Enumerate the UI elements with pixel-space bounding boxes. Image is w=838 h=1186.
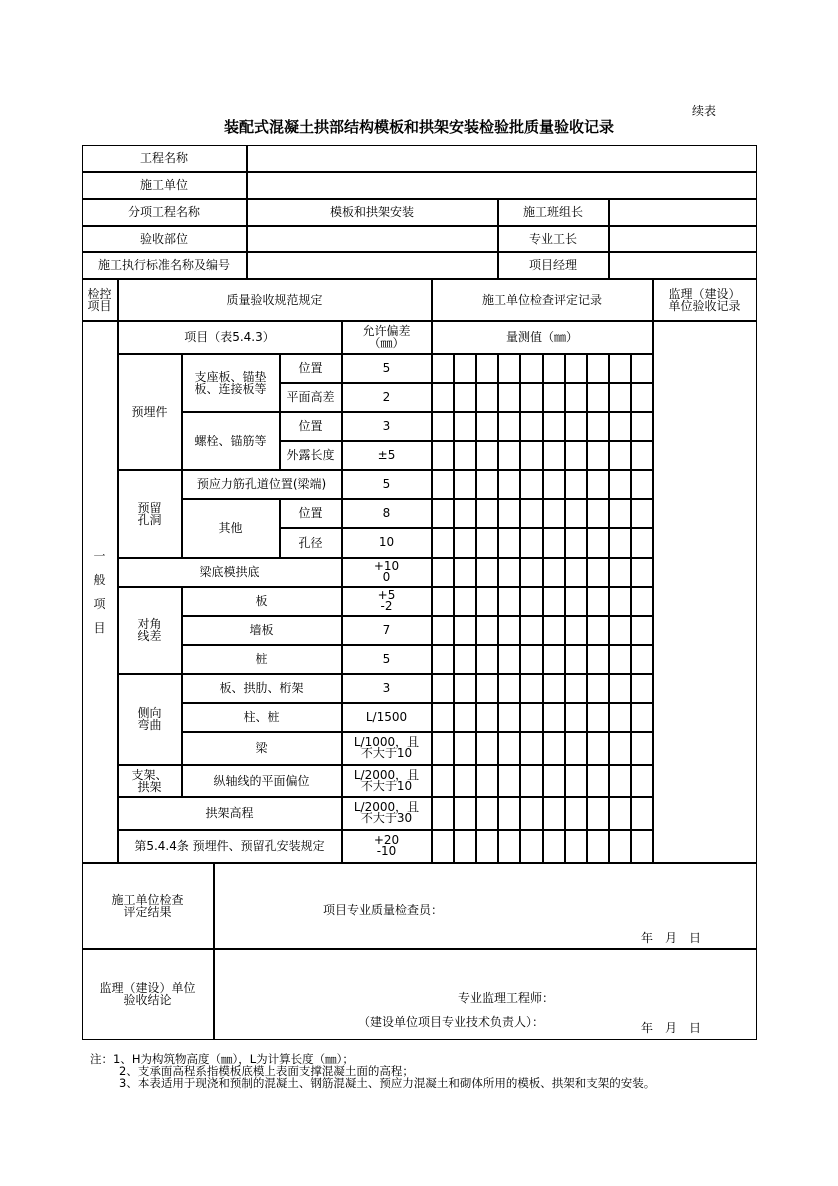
col-contractor-header: 施工单位检查评定记录 bbox=[432, 279, 653, 321]
measured-value-cell[interactable] bbox=[565, 558, 587, 587]
pm-label: 项目经理 bbox=[498, 252, 609, 279]
measured-value-cell[interactable] bbox=[432, 354, 454, 383]
measured-value-cell[interactable] bbox=[520, 441, 543, 470]
tolerance-value: L/1500 bbox=[342, 703, 432, 732]
measured-value-cell[interactable] bbox=[565, 441, 587, 470]
measured-value-cell[interactable] bbox=[609, 645, 631, 674]
measured-value-cell[interactable] bbox=[543, 645, 565, 674]
item-position-1: 位置 bbox=[280, 354, 342, 383]
item-wall: 墙板 bbox=[182, 616, 342, 645]
measured-value-cell[interactable] bbox=[498, 558, 520, 587]
measured-value-cell[interactable] bbox=[609, 499, 631, 528]
measured-value-cell[interactable] bbox=[454, 830, 476, 863]
measured-value-cell[interactable] bbox=[476, 645, 498, 674]
measured-value-cell[interactable] bbox=[476, 441, 498, 470]
measured-value-cell[interactable] bbox=[498, 499, 520, 528]
acceptance-part-label: 验收部位 bbox=[82, 226, 247, 252]
acceptance-part-field[interactable] bbox=[247, 226, 498, 252]
measured-value-cell[interactable] bbox=[609, 674, 631, 703]
measured-value-cell[interactable] bbox=[432, 765, 454, 797]
measured-value-cell[interactable] bbox=[454, 383, 476, 412]
measured-value-cell[interactable] bbox=[432, 616, 454, 645]
col-check-header: 检控项目 bbox=[82, 279, 118, 321]
measured-value-cell[interactable] bbox=[476, 470, 498, 499]
measured-value-cell[interactable] bbox=[520, 703, 543, 732]
measured-value-cell[interactable] bbox=[587, 703, 609, 732]
measured-value-cell[interactable] bbox=[476, 765, 498, 797]
measured-value-cell[interactable] bbox=[520, 383, 543, 412]
measured-value-cell[interactable] bbox=[631, 499, 653, 528]
measured-value-cell[interactable] bbox=[476, 412, 498, 441]
measured-value-cell[interactable] bbox=[587, 470, 609, 499]
group-holes: 预留孔洞 bbox=[118, 470, 182, 558]
tolerance-value: 7 bbox=[342, 616, 432, 645]
measured-value-cell[interactable] bbox=[543, 732, 565, 765]
measured-value-cell[interactable] bbox=[587, 383, 609, 412]
measured-value-cell[interactable] bbox=[565, 703, 587, 732]
measured-value-cell[interactable] bbox=[454, 499, 476, 528]
item-diameter: 孔径 bbox=[280, 528, 342, 558]
measured-value-cell[interactable] bbox=[587, 587, 609, 616]
measured-value-cell[interactable] bbox=[543, 558, 565, 587]
measured-value-cell[interactable] bbox=[565, 383, 587, 412]
measured-value-cell[interactable] bbox=[498, 765, 520, 797]
measured-value-cell[interactable] bbox=[520, 830, 543, 863]
measured-value-cell[interactable] bbox=[631, 732, 653, 765]
tolerance-value: 5 bbox=[342, 645, 432, 674]
measured-value-cell[interactable] bbox=[587, 616, 609, 645]
item-column: 柱、桩 bbox=[182, 703, 342, 732]
measured-value-cell[interactable] bbox=[454, 528, 476, 558]
measured-value-cell[interactable] bbox=[565, 470, 587, 499]
measured-value-cell[interactable] bbox=[631, 441, 653, 470]
col-supervisor-header: 监理（建设）单位验收记录 bbox=[653, 279, 757, 321]
measured-value-cell[interactable] bbox=[520, 499, 543, 528]
tolerance-value: ±5 bbox=[342, 441, 432, 470]
supervisor-result-label: 监理（建设）单位验收结论 bbox=[82, 949, 214, 1040]
contractor-result-label: 施工单位检查评定结果 bbox=[82, 863, 214, 949]
measured-value-cell[interactable] bbox=[476, 383, 498, 412]
measured-value-cell[interactable] bbox=[476, 558, 498, 587]
measured-value-cell[interactable] bbox=[587, 765, 609, 797]
project-name-field[interactable] bbox=[247, 145, 757, 172]
measured-value-cell[interactable] bbox=[432, 558, 454, 587]
item-header: 项目（表5.4.3） bbox=[118, 321, 342, 354]
item-axis: 纵轴线的平面偏位 bbox=[182, 765, 342, 797]
measured-value-cell[interactable] bbox=[609, 383, 631, 412]
measured-value-cell[interactable] bbox=[454, 441, 476, 470]
measured-value-cell[interactable] bbox=[520, 765, 543, 797]
measured-value-cell[interactable] bbox=[565, 354, 587, 383]
measured-value-cell[interactable] bbox=[454, 674, 476, 703]
standard-field[interactable] bbox=[247, 252, 498, 279]
measured-value-cell[interactable] bbox=[498, 616, 520, 645]
date2-label: 年 月 日 bbox=[641, 1021, 702, 1035]
measured-value-cell[interactable] bbox=[543, 765, 565, 797]
measured-value-cell[interactable] bbox=[520, 354, 543, 383]
owner-rep-label: （建设单位项目专业技术负责人）： bbox=[358, 1015, 545, 1029]
measured-value-cell[interactable] bbox=[543, 616, 565, 645]
measured-value-cell[interactable] bbox=[631, 558, 653, 587]
measured-value-cell[interactable] bbox=[520, 587, 543, 616]
sub-plates: 支座板、锚垫板、连接板等 bbox=[182, 354, 280, 412]
group-embedded: 预埋件 bbox=[118, 354, 182, 470]
measured-value-cell[interactable] bbox=[631, 528, 653, 558]
measured-value-cell[interactable] bbox=[476, 674, 498, 703]
measured-value-cell[interactable] bbox=[587, 528, 609, 558]
measured-value-cell[interactable] bbox=[565, 616, 587, 645]
measured-value-cell[interactable] bbox=[520, 412, 543, 441]
measured-value-cell[interactable] bbox=[587, 830, 609, 863]
tolerance-value: 3 bbox=[342, 412, 432, 441]
measured-value-cell[interactable] bbox=[498, 441, 520, 470]
measured-value-cell[interactable] bbox=[565, 645, 587, 674]
measured-value-cell[interactable] bbox=[498, 470, 520, 499]
measured-value-cell[interactable] bbox=[609, 703, 631, 732]
tolerance-value: L/2000，且 不大于10 bbox=[342, 765, 432, 797]
note-2: 2、支承面高程系指模板底模上表面支撑混凝土面的高程； bbox=[119, 1064, 414, 1078]
measured-value-cell[interactable] bbox=[543, 703, 565, 732]
measured-value-cell[interactable] bbox=[543, 674, 565, 703]
measured-value-cell[interactable] bbox=[587, 441, 609, 470]
group-diagonal: 对角线差 bbox=[118, 587, 182, 674]
measured-value-cell[interactable] bbox=[631, 470, 653, 499]
sub-bolts: 螺栓、锚筋等 bbox=[182, 412, 280, 470]
measured-value-cell[interactable] bbox=[631, 797, 653, 830]
measured-value-cell[interactable] bbox=[432, 587, 454, 616]
foreman-field[interactable] bbox=[609, 226, 757, 252]
supervisor-record-cell[interactable] bbox=[653, 321, 757, 863]
tolerance-value: 5 bbox=[342, 354, 432, 383]
measured-value-cell[interactable] bbox=[432, 703, 454, 732]
measured-value-cell[interactable] bbox=[543, 354, 565, 383]
continued-label: 续表 bbox=[692, 104, 717, 118]
measured-value-cell[interactable] bbox=[609, 441, 631, 470]
measured-value-cell[interactable] bbox=[476, 354, 498, 383]
team-leader-field[interactable] bbox=[609, 199, 757, 226]
measured-value-cell[interactable] bbox=[587, 412, 609, 441]
item-beam-bottom: 梁底模拱底 bbox=[118, 558, 342, 587]
measured-value-cell[interactable] bbox=[565, 412, 587, 441]
measured-value-cell[interactable] bbox=[432, 383, 454, 412]
item-slab: 板 bbox=[182, 587, 342, 616]
measured-value-cell[interactable] bbox=[631, 412, 653, 441]
measured-value-cell[interactable] bbox=[565, 765, 587, 797]
measured-value-cell[interactable] bbox=[476, 528, 498, 558]
measured-value-cell[interactable] bbox=[520, 616, 543, 645]
group-lateral: 侧向弯曲 bbox=[118, 674, 182, 765]
measured-value-cell[interactable] bbox=[587, 645, 609, 674]
tolerance-value: +10 0 bbox=[342, 558, 432, 587]
measured-value-cell[interactable] bbox=[476, 830, 498, 863]
measured-value-cell[interactable] bbox=[476, 587, 498, 616]
measured-value-cell[interactable] bbox=[543, 441, 565, 470]
measured-value-cell[interactable] bbox=[609, 830, 631, 863]
measured-value-cell[interactable] bbox=[587, 558, 609, 587]
tolerance-value: 5 bbox=[342, 470, 432, 499]
measured-value-cell[interactable] bbox=[454, 412, 476, 441]
measured-value-cell[interactable] bbox=[565, 587, 587, 616]
measured-value-cell[interactable] bbox=[454, 765, 476, 797]
measured-value-cell[interactable] bbox=[609, 528, 631, 558]
measured-value-cell[interactable] bbox=[454, 558, 476, 587]
measured-value-cell[interactable] bbox=[609, 732, 631, 765]
measured-value-cell[interactable] bbox=[432, 441, 454, 470]
measured-value-cell[interactable] bbox=[543, 470, 565, 499]
measured-value-cell[interactable] bbox=[454, 797, 476, 830]
measured-value-cell[interactable] bbox=[432, 797, 454, 830]
measured-value-cell[interactable] bbox=[543, 528, 565, 558]
measured-value-cell[interactable] bbox=[565, 499, 587, 528]
item-position-2: 位置 bbox=[280, 412, 342, 441]
measured-value-cell[interactable] bbox=[543, 383, 565, 412]
measured-value-cell[interactable] bbox=[454, 703, 476, 732]
measured-value-cell[interactable] bbox=[587, 732, 609, 765]
measured-value-cell[interactable] bbox=[587, 797, 609, 830]
measured-value-cell[interactable] bbox=[631, 703, 653, 732]
measured-value-cell[interactable] bbox=[498, 412, 520, 441]
measured-value-cell[interactable] bbox=[609, 587, 631, 616]
measured-value-cell[interactable] bbox=[476, 499, 498, 528]
item-pile: 桩 bbox=[182, 645, 342, 674]
measured-value-cell[interactable] bbox=[476, 703, 498, 732]
measured-value-cell[interactable] bbox=[520, 645, 543, 674]
note-1: 注：1、H为构筑物高度（㎜），L为计算长度（㎜）； bbox=[90, 1052, 354, 1066]
measured-value-cell[interactable] bbox=[609, 558, 631, 587]
sub-project-label: 分项工程名称 bbox=[82, 199, 247, 226]
measured-value-cell[interactable] bbox=[520, 732, 543, 765]
measured-value-cell[interactable] bbox=[498, 732, 520, 765]
item-exposed: 外露长度 bbox=[280, 441, 342, 470]
measured-value-cell[interactable] bbox=[454, 616, 476, 645]
item-position-3: 位置 bbox=[280, 499, 342, 528]
measured-value-cell[interactable] bbox=[432, 674, 454, 703]
measured-value-cell[interactable] bbox=[565, 797, 587, 830]
measured-value-cell[interactable] bbox=[543, 797, 565, 830]
measured-value-cell[interactable] bbox=[631, 587, 653, 616]
measured-value-cell[interactable] bbox=[476, 616, 498, 645]
measured-value-cell[interactable] bbox=[498, 587, 520, 616]
measured-value-cell[interactable] bbox=[520, 674, 543, 703]
measured-value-cell[interactable] bbox=[432, 830, 454, 863]
tolerance-value: L/1000，且 不大于10 bbox=[342, 732, 432, 765]
group-support: 支架、拱架 bbox=[118, 765, 182, 797]
item-prestress: 预应力筋孔道位置(梁端) bbox=[182, 470, 342, 499]
item-arch: 板、拱肋、桁架 bbox=[182, 674, 342, 703]
measured-value-cell[interactable] bbox=[587, 674, 609, 703]
measured-value-cell[interactable] bbox=[609, 354, 631, 383]
measured-value-cell[interactable] bbox=[587, 354, 609, 383]
measured-value-cell[interactable] bbox=[476, 797, 498, 830]
measured-value-cell[interactable] bbox=[631, 354, 653, 383]
item-beam: 梁 bbox=[182, 732, 342, 765]
measured-value-cell[interactable] bbox=[565, 674, 587, 703]
measured-value-cell[interactable] bbox=[498, 383, 520, 412]
measured-header: 量测值（㎜） bbox=[432, 321, 653, 354]
tolerance-value: 8 bbox=[342, 499, 432, 528]
tolerance-value: 2 bbox=[342, 383, 432, 412]
engineer-label: 专业监理工程师： bbox=[458, 991, 555, 1005]
measured-value-cell[interactable] bbox=[543, 412, 565, 441]
measured-value-cell[interactable] bbox=[498, 674, 520, 703]
measured-value-cell[interactable] bbox=[432, 732, 454, 765]
measured-value-cell[interactable] bbox=[609, 797, 631, 830]
measured-value-cell[interactable] bbox=[631, 674, 653, 703]
measured-value-cell[interactable] bbox=[609, 765, 631, 797]
measured-value-cell[interactable] bbox=[631, 383, 653, 412]
team-leader-label: 施工班组长 bbox=[498, 199, 609, 226]
tolerance-header: 允许偏差（㎜） bbox=[342, 321, 432, 354]
measured-value-cell[interactable] bbox=[520, 470, 543, 499]
measured-value-cell[interactable] bbox=[520, 528, 543, 558]
sub-other: 其他 bbox=[182, 499, 280, 558]
measured-value-cell[interactable] bbox=[454, 354, 476, 383]
tolerance-value: L/2000，且 不大于30 bbox=[342, 797, 432, 830]
measured-value-cell[interactable] bbox=[543, 499, 565, 528]
measured-value-cell[interactable] bbox=[587, 499, 609, 528]
item-clause: 第5.4.4条 预埋件、预留孔安装规定 bbox=[118, 830, 342, 863]
measured-value-cell[interactable] bbox=[432, 470, 454, 499]
measured-value-cell[interactable] bbox=[543, 830, 565, 863]
measured-value-cell[interactable] bbox=[432, 412, 454, 441]
sub-project-field[interactable]: 模板和拱架安装 bbox=[247, 199, 498, 226]
measured-value-cell[interactable] bbox=[631, 616, 653, 645]
date-label: 年 月 日 bbox=[641, 931, 702, 945]
item-arch-elev: 拱架高程 bbox=[118, 797, 342, 830]
measured-value-cell[interactable] bbox=[609, 616, 631, 645]
measured-value-cell[interactable] bbox=[454, 470, 476, 499]
measured-value-cell[interactable] bbox=[631, 830, 653, 863]
form-title: 装配式混凝土拱部结构模板和拱架安装检验批质量验收记录 bbox=[223, 118, 614, 136]
tolerance-value: 10 bbox=[342, 528, 432, 558]
inspector-label: 项目专业质量检查员： bbox=[323, 903, 444, 917]
pm-field[interactable] bbox=[609, 252, 757, 279]
tolerance-value: +5 -2 bbox=[342, 587, 432, 616]
measured-value-cell[interactable] bbox=[454, 645, 476, 674]
note-3: 3、本表适用于现浇和预制的混凝土、钢筋混凝土、预应力混凝土和砌体所用的模板、拱架和支架的安装。 bbox=[119, 1076, 656, 1090]
col-spec-header: 质量验收规范规定 bbox=[118, 279, 432, 321]
measured-value-cell[interactable] bbox=[520, 797, 543, 830]
tolerance-value: 3 bbox=[342, 674, 432, 703]
measured-value-cell[interactable] bbox=[498, 830, 520, 863]
measured-value-cell[interactable] bbox=[432, 645, 454, 674]
tolerance-value: +20 -10 bbox=[342, 830, 432, 863]
item-flat-diff: 平面高差 bbox=[280, 383, 342, 412]
measured-value-cell[interactable] bbox=[498, 645, 520, 674]
measured-value-cell[interactable] bbox=[609, 412, 631, 441]
measured-value-cell[interactable] bbox=[565, 830, 587, 863]
measured-value-cell[interactable] bbox=[631, 645, 653, 674]
measured-value-cell[interactable] bbox=[454, 587, 476, 616]
measured-value-cell[interactable] bbox=[498, 528, 520, 558]
project-name-label: 工程名称 bbox=[82, 145, 247, 172]
construction-unit-field[interactable] bbox=[247, 172, 757, 199]
measured-value-cell[interactable] bbox=[565, 732, 587, 765]
measured-value-cell[interactable] bbox=[520, 558, 543, 587]
measured-value-cell[interactable] bbox=[631, 765, 653, 797]
measured-value-cell[interactable] bbox=[476, 732, 498, 765]
measured-value-cell[interactable] bbox=[565, 528, 587, 558]
measured-value-cell[interactable] bbox=[543, 587, 565, 616]
measured-value-cell[interactable] bbox=[432, 499, 454, 528]
category-general: 一般项目 bbox=[82, 321, 118, 863]
foreman-label: 专业工长 bbox=[498, 226, 609, 252]
measured-value-cell[interactable] bbox=[454, 732, 476, 765]
measured-value-cell[interactable] bbox=[498, 703, 520, 732]
measured-value-cell[interactable] bbox=[432, 528, 454, 558]
construction-unit-label: 施工单位 bbox=[82, 172, 247, 199]
measured-value-cell[interactable] bbox=[609, 470, 631, 499]
measured-value-cell[interactable] bbox=[498, 354, 520, 383]
measured-value-cell[interactable] bbox=[498, 797, 520, 830]
standard-label: 施工执行标准名称及编号 bbox=[82, 252, 247, 279]
